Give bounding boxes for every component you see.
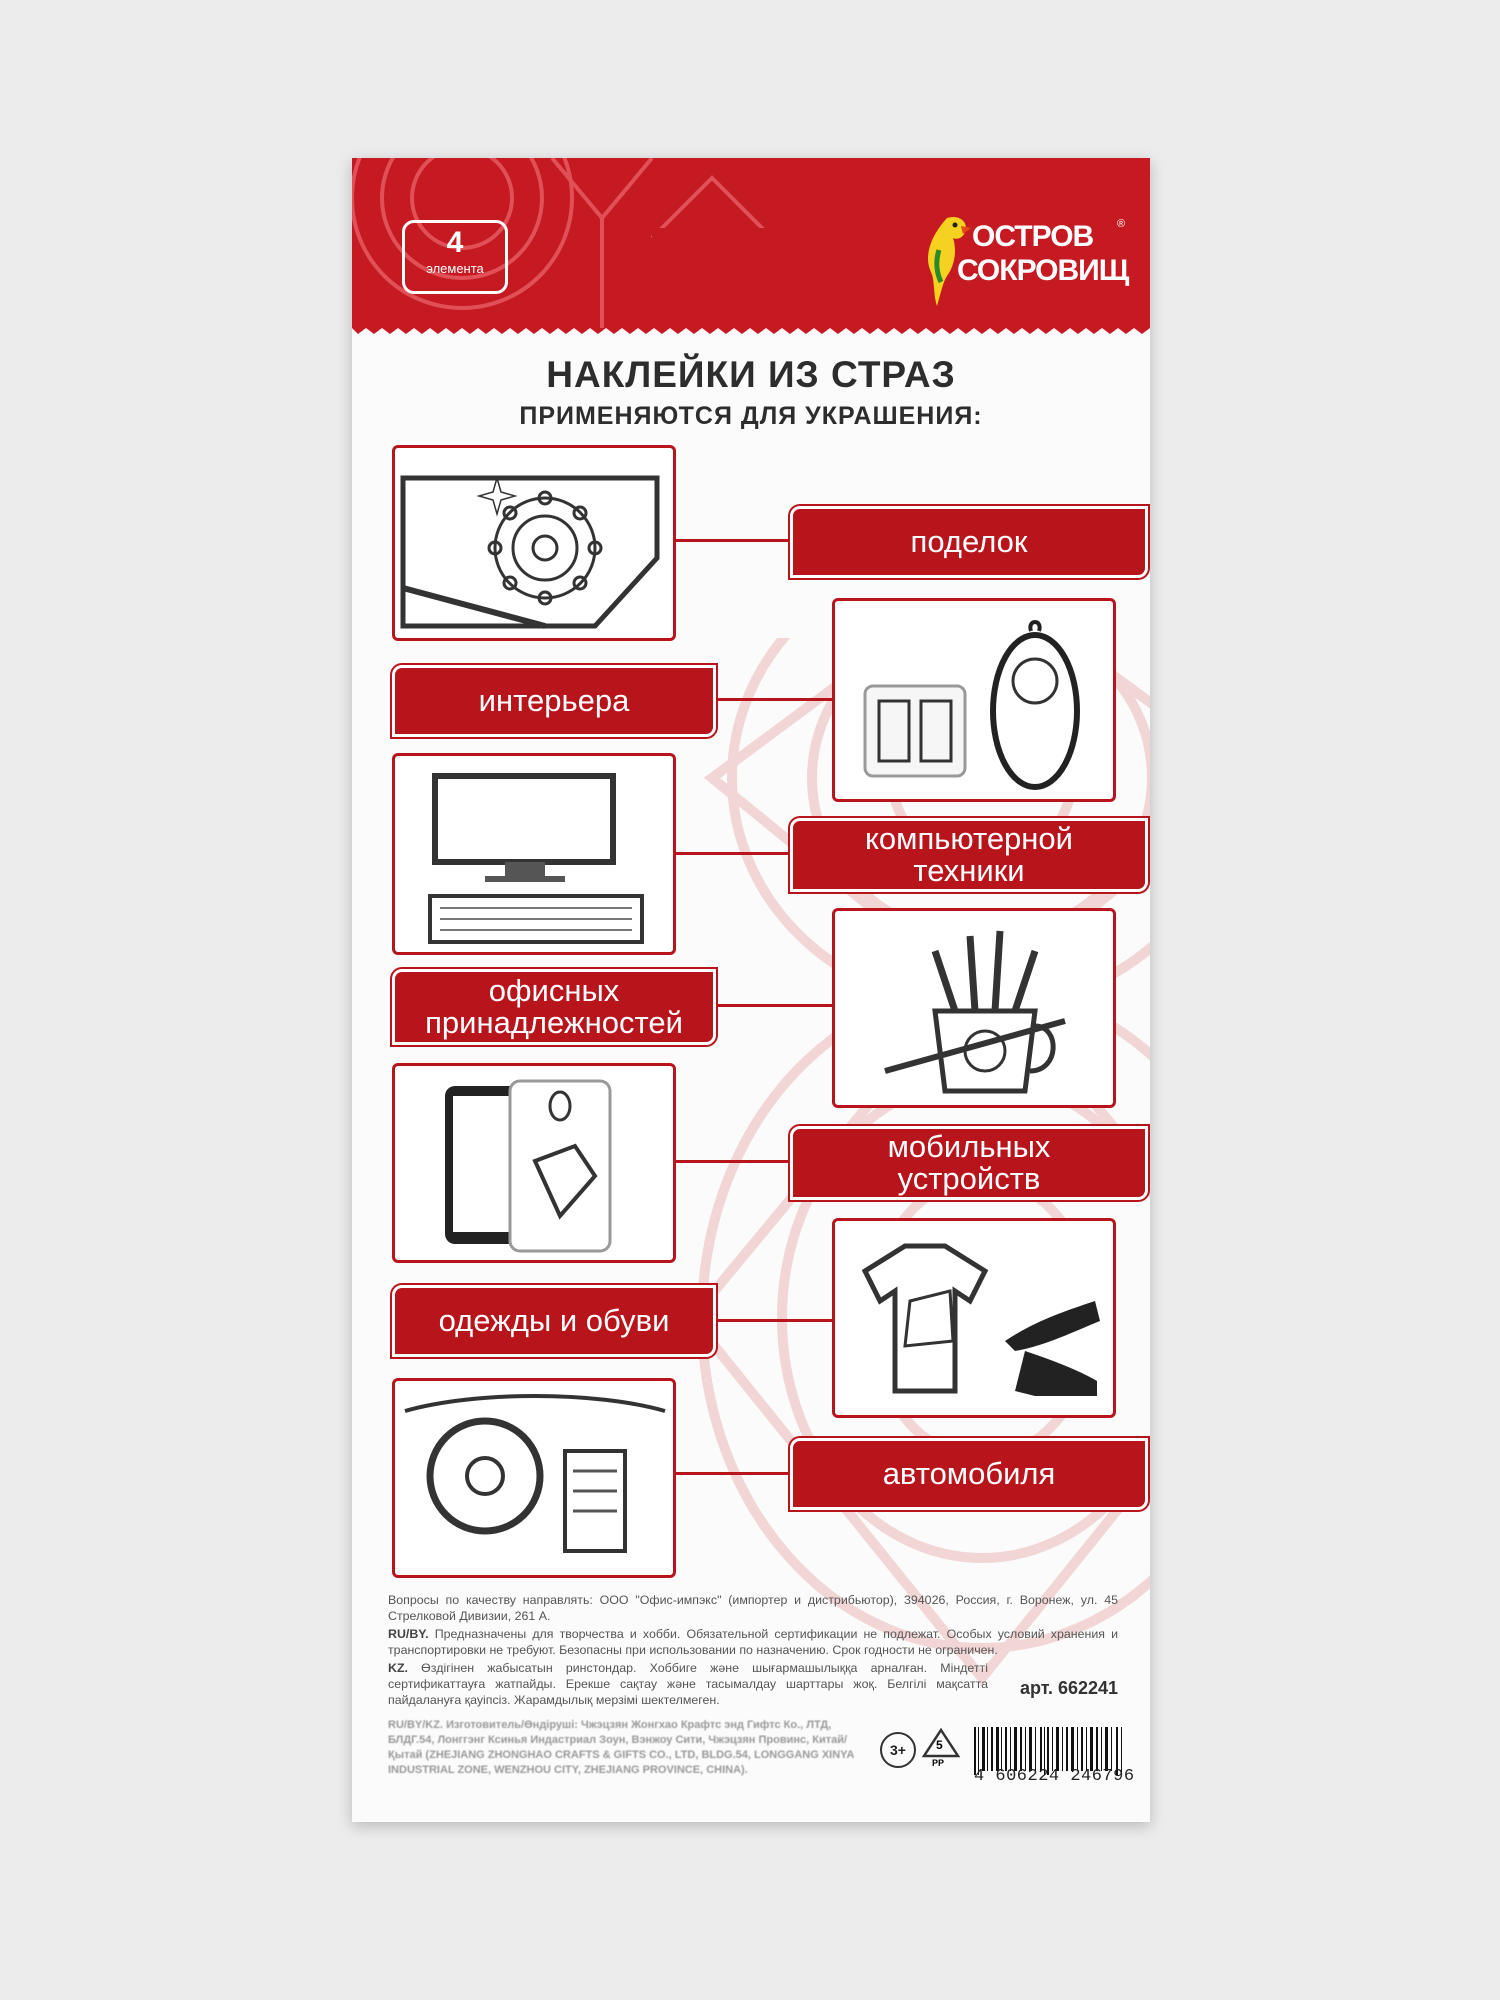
- pencil-cup-icon: [835, 911, 1113, 1105]
- age-rating-label: 3+: [890, 1742, 906, 1758]
- recycle-icon: [922, 1728, 960, 1770]
- smartphone-icon: [395, 1066, 673, 1260]
- category-computer: [790, 818, 1148, 892]
- office-illustration: [832, 908, 1116, 1108]
- category-mobile-line2: устройств: [897, 1161, 1041, 1196]
- ru-by-info: [388, 1626, 1118, 1658]
- category-clothes: одежды и обуви: [392, 1285, 716, 1357]
- computer-icon: [395, 756, 673, 952]
- age-rating-icon: [880, 1732, 916, 1768]
- computer-illustration: [392, 753, 676, 955]
- brand-name-line2: СОКРОВИЩ: [957, 254, 1129, 287]
- article-number: арт. 662241: [1020, 1678, 1119, 1698]
- connector-line: [712, 698, 832, 701]
- brand-logo: [917, 210, 1132, 310]
- connector-line: [670, 852, 790, 855]
- ru-by-label: RU/BY.: [388, 1627, 429, 1641]
- recycle-number: 5: [936, 1738, 943, 1752]
- mobile-illustration: [392, 1063, 676, 1263]
- category-office: [392, 969, 716, 1045]
- product-subtitle: ПРИМЕНЯЮТСЯ ДЛЯ УКРАШЕНИЯ:: [519, 402, 983, 430]
- sticker-pack-back: [352, 158, 1150, 1822]
- connector-line: [670, 1472, 790, 1475]
- connector-line: [670, 539, 790, 542]
- interior-illustration: [832, 598, 1116, 802]
- notebook-icon: [395, 448, 673, 638]
- category-mobile-line1: мобильных: [887, 1129, 1051, 1164]
- recycle-code: PP: [932, 1758, 945, 1768]
- quality-contact-text: Вопросы по качеству направлять: ООО "Офис-импэкс" (импортер и дистрибьютор), 394026, Россия, г. Воронеж, ул. 45 Стрелковой Дивизии, 261 А.: [388, 1593, 1118, 1623]
- brand-name-line1: ОСТРОВ: [972, 220, 1094, 253]
- manufacturer-label: RU/BY/KZ.: [388, 1719, 443, 1731]
- category-office-line1: офисных: [488, 973, 620, 1008]
- clothes-illustration: [832, 1218, 1116, 1418]
- crafts-illustration: [392, 445, 676, 641]
- category-mobile: [790, 1126, 1148, 1200]
- category-computer-line2: техники: [913, 853, 1025, 888]
- ru-by-text: Предназначены для творчества и хобби. Обязательной сертификации не подлежат. Особых условий хранения и транспортировки не требуют. Безопасны при использовании по назначению. Срок годности не ограничен.: [388, 1627, 1118, 1657]
- product-title: НАКЛЕЙКИ ИЗ СТРАЗ: [546, 354, 956, 395]
- item-count-badge: [402, 220, 508, 294]
- item-count-label: элемента: [426, 261, 484, 276]
- mirror-and-switch-icon: [835, 601, 1113, 799]
- car-illustration: [392, 1378, 676, 1578]
- category-computer-line1: компьютерной: [865, 821, 1073, 856]
- connector-line: [670, 1160, 790, 1163]
- manufacturer-text: Изготовитель/Өндіруші: Чжэцзян Жонгхао Крафтс энд Гифтс Ко., ЛТД, БЛДГ.54, Лонггэнг Ксинья Индастриал Зоун, Вэнжоу Сити, Чжэцзян Провинс, Китай/Қытай (ZHEJIANG ZHONGHAO CRAFTS & GIFTS CO., LTD, BLDG.54, LONGGANG XINYA INDUSTRIAL ZONE, WENZHOU CITY, ZHEJIANG PROVINCE, CHINA).: [388, 1719, 855, 1776]
- kz-label: KZ.: [388, 1661, 408, 1675]
- tshirt-and-shoes-icon: [835, 1221, 1113, 1415]
- category-office-line2: принадлежностей: [425, 1005, 683, 1040]
- connector-line: [712, 1319, 832, 1322]
- category-interior: интерьера: [392, 665, 716, 737]
- car-dashboard-icon: [395, 1381, 673, 1575]
- connector-line: [712, 1004, 832, 1007]
- registered-mark: ®: [1117, 218, 1126, 230]
- category-crafts: поделок: [790, 506, 1148, 578]
- item-count-number: 4: [446, 226, 464, 259]
- kz-text: Өздігінен жабысатын ринстондар. Хоббиге және шығармашылыққа арналған. Міндетті сертификаттауға жатпайды. Ерекше сақтау және тасымалдау шарттары жоқ. Белгілі мақсатта пайдалануға қауіпсіз. Жарамдылық мерзімі шектелмеген.: [388, 1661, 988, 1707]
- barcode-number: 4 606224 246796: [974, 1767, 1135, 1786]
- kz-info: [388, 1660, 988, 1708]
- manufacturer-info: [388, 1718, 858, 1778]
- category-car: автомобиля: [790, 1438, 1148, 1510]
